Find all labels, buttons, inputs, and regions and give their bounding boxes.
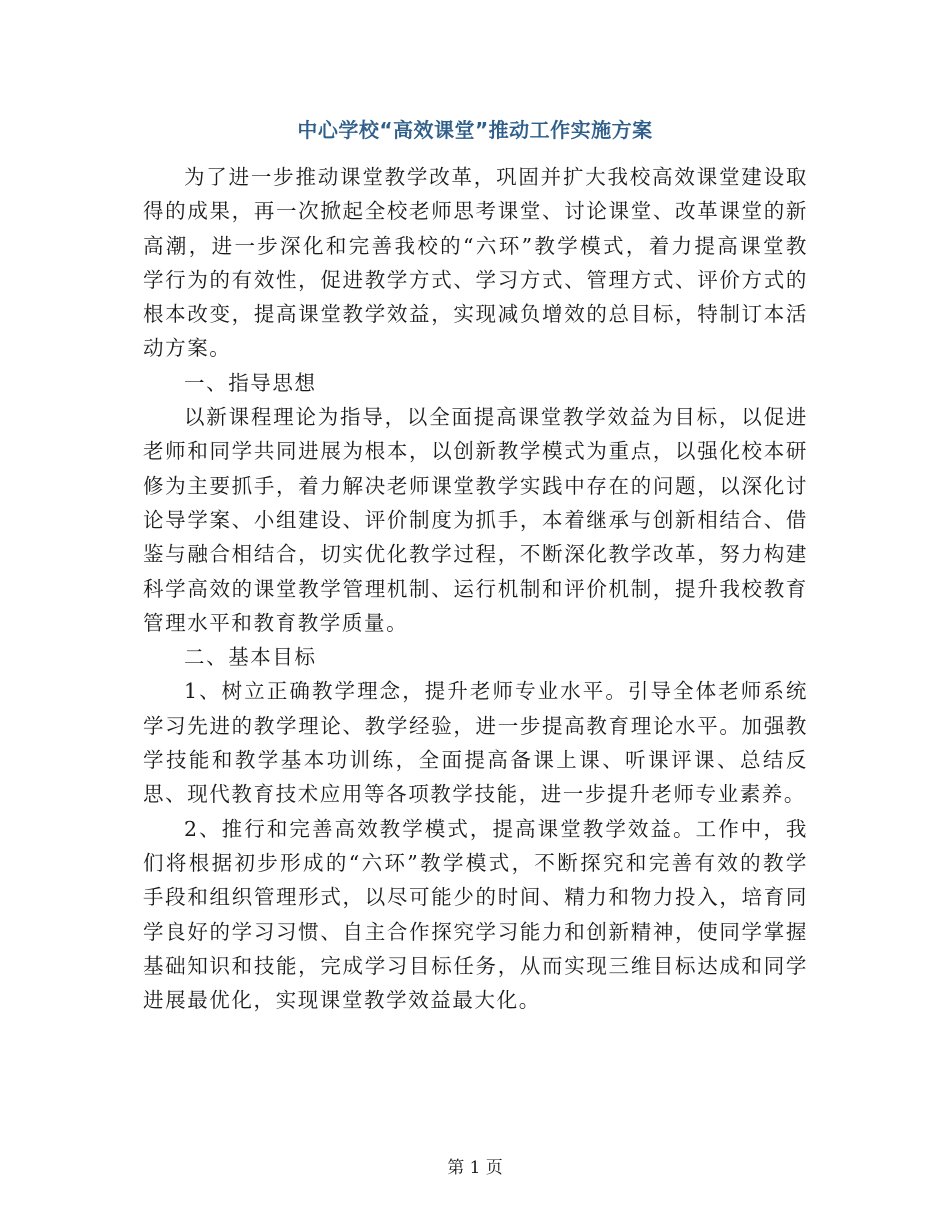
goal-1-paragraph: 1、树立正确教学理念，提升老师专业水平。引导全体老师系统学习先进的教学理论、教学经验，进一步提高教育理论水平。加强教学技能和教学基本功训练，全面提高备课上课、听课评课、总结反思、现代教育技术应用等各项教学技能，进一步提升老师专业素养。 bbox=[143, 679, 808, 807]
document-title: 中心学校“高效课堂”推动工作实施方案 bbox=[297, 118, 653, 142]
guiding-thought-paragraph: 以新课程理论为指导，以全面提高课堂教学效益为目标，以促进老师和同学共同进展为根本，以创新教学模式为重点，以强化校本研修为主要抓手，着力解决老师课堂教学实践中存在的问题，以深化讨论导学案、小组建设、评价制度为抓手，本着继承与创新相结合、借鉴与融合相结合，切实优化教学过程，不断深化教学改革，努力构建科学高效的课堂教学管理机制、运行机制和评价机制，提升我校教育管理水平和教育教学质量。 bbox=[143, 405, 808, 635]
section-heading-guiding-thought: 一、指导思想 bbox=[184, 370, 317, 395]
goal-2-paragraph: 2、推行和完善高效教学模式，提高课堂教学效益。工作中，我们将根据初步形成的“六环”教学模式，不断探究和完善有效的教学手段和组织管理形式，以尽可能少的时间、精力和物力投入，培育同学良好的学习习惯、自主合作探究学习能力和创新精神，使同学掌握基础知识和技能，完成学习目标任务，从而实现三维目标达成和同学进展最优化，实现课堂教学效益最大化。 bbox=[143, 816, 808, 1013]
page-number-footer: 第 1 页 bbox=[447, 1158, 503, 1178]
document-body bbox=[143, 160, 808, 1017]
intro-paragraph: 为了进一步推动课堂教学改革，巩固并扩大我校高效课堂建设取得的成果，再一次掀起全校老师思考课堂、讨论课堂、改革课堂的新高潮，进一步深化和完善我校的“六环”教学模式，着力提高课堂教学行为的有效性，促进教学方式、学习方式、管理方式、评价方式的根本改变，提高课堂教学效益，实现减负增效的总目标，特制订本活动方案。 bbox=[143, 165, 808, 361]
section-heading-basic-goals: 二、基本目标 bbox=[184, 645, 317, 670]
